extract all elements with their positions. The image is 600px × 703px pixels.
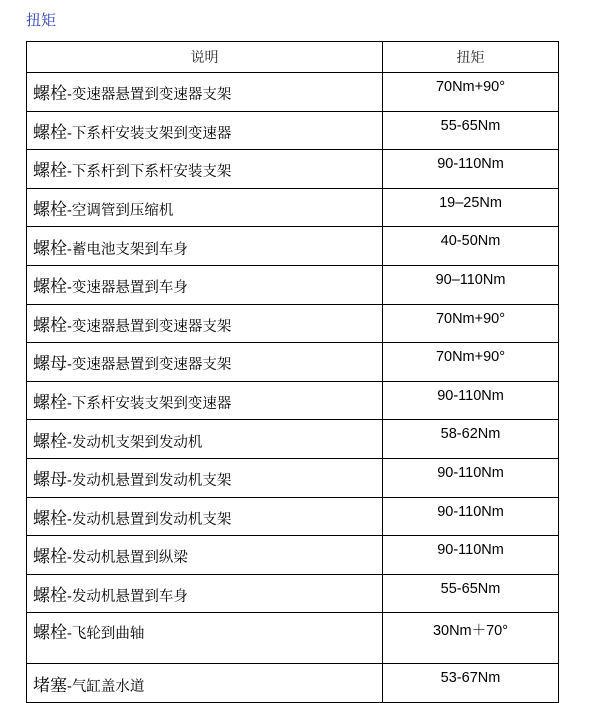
description-text: 发动机悬置到发动机支架 <box>71 511 232 528</box>
separator: - <box>67 473 72 490</box>
description-text: 变速器悬置到变速器支架 <box>71 357 232 374</box>
torque-value: 90-110Nm <box>383 458 559 497</box>
separator: - <box>67 280 72 297</box>
part-type: 螺栓 <box>33 623 67 644</box>
table-row <box>27 420 559 459</box>
torque-value: 90-110Nm <box>383 536 559 575</box>
description-cell <box>27 227 383 266</box>
torque-value: 90-110Nm <box>383 381 559 420</box>
description-cell <box>27 536 383 575</box>
description-cell <box>27 150 383 189</box>
description-cell <box>27 265 383 304</box>
part-type: 螺栓 <box>33 238 67 259</box>
separator: - <box>67 125 72 142</box>
table-row <box>27 381 559 420</box>
separator: - <box>67 511 72 528</box>
torque-value: 70Nm+90° <box>383 304 559 343</box>
part-type: 螺栓 <box>33 586 67 607</box>
torque-value: 90-110Nm <box>383 150 559 189</box>
description-cell <box>27 73 383 112</box>
table-row <box>27 73 559 112</box>
part-type: 螺栓 <box>33 393 67 414</box>
torque-value: 19–25Nm <box>383 188 559 227</box>
torque-table <box>26 41 559 703</box>
part-type: 螺栓 <box>33 84 67 105</box>
description-cell <box>27 381 383 420</box>
table-row <box>27 150 559 189</box>
table-row <box>27 265 559 304</box>
description-text: 下系杆安装支架到变速器 <box>71 396 232 413</box>
description-cell <box>27 497 383 536</box>
separator: - <box>67 357 72 374</box>
description-text: 变速器悬置到变速器支架 <box>71 87 232 104</box>
description-text: 发动机支架到发动机 <box>71 434 203 451</box>
description-cell <box>27 420 383 459</box>
part-type: 螺栓 <box>33 122 67 143</box>
part-type: 螺栓 <box>33 315 67 336</box>
table-row <box>27 343 559 382</box>
table-row <box>27 613 559 664</box>
description-cell <box>27 613 383 664</box>
torque-value: 55-65Nm <box>383 574 559 613</box>
separator: - <box>67 203 72 220</box>
description-cell <box>27 664 383 703</box>
description-text: 发动机悬置到纵梁 <box>71 550 188 567</box>
torque-value: 58-62Nm <box>383 420 559 459</box>
separator: - <box>67 434 72 451</box>
separator: - <box>67 626 72 643</box>
part-type: 螺母 <box>33 354 67 375</box>
description-text: 飞轮到曲轴 <box>71 626 145 643</box>
description-text: 变速器悬置到变速器支架 <box>71 318 232 335</box>
part-type: 螺栓 <box>33 161 67 182</box>
torque-value: 40-50Nm <box>383 227 559 266</box>
table-row <box>27 497 559 536</box>
torque-value: 30Nm＋70° <box>383 613 559 664</box>
separator: - <box>67 87 72 104</box>
separator: - <box>67 396 72 413</box>
description-cell <box>27 111 383 150</box>
separator: - <box>67 241 72 258</box>
table-row <box>27 458 559 497</box>
table-header-row <box>27 42 559 73</box>
part-type: 螺栓 <box>33 200 67 221</box>
description-cell <box>27 343 383 382</box>
table-row <box>27 188 559 227</box>
part-type: 螺栓 <box>33 277 67 298</box>
separator: - <box>67 164 72 181</box>
description-cell <box>27 304 383 343</box>
description-text: 变速器悬置到车身 <box>71 280 188 297</box>
separator: - <box>67 678 72 695</box>
table-row <box>27 536 559 575</box>
description-text: 下系杆安装支架到变速器 <box>71 125 232 142</box>
description-text: 气缸盖水道 <box>71 678 145 695</box>
part-type: 螺栓 <box>33 547 67 568</box>
part-type: 堵塞 <box>33 675 67 696</box>
part-type: 螺栓 <box>33 431 67 452</box>
description-cell <box>27 188 383 227</box>
torque-value: 55-65Nm <box>383 111 559 150</box>
table-row <box>27 574 559 613</box>
description-text: 蓄电池支架到车身 <box>71 241 188 258</box>
table-row <box>27 227 559 266</box>
description-text: 发动机悬置到发动机支架 <box>71 473 232 490</box>
description-text: 发动机悬置到车身 <box>71 589 188 606</box>
table-row <box>27 111 559 150</box>
table-row <box>27 304 559 343</box>
part-type: 螺栓 <box>33 508 67 529</box>
separator: - <box>67 318 72 335</box>
part-type: 螺母 <box>33 470 67 491</box>
torque-value: 53-67Nm <box>383 664 559 703</box>
description-text: 下系杆到下系杆安装支架 <box>71 164 232 181</box>
header-torque: 扭矩 <box>383 42 559 73</box>
table-row <box>27 664 559 703</box>
separator: - <box>67 589 72 606</box>
description-text: 空调管到压缩机 <box>71 203 174 220</box>
description-cell <box>27 458 383 497</box>
torque-value: 90-110Nm <box>383 497 559 536</box>
separator: - <box>67 550 72 567</box>
header-description: 说明 <box>27 42 383 73</box>
description-cell <box>27 574 383 613</box>
torque-value: 70Nm+90° <box>383 343 559 382</box>
section-heading: 扭矩 <box>26 11 57 29</box>
torque-value: 70Nm+90° <box>383 73 559 112</box>
torque-value: 90–110Nm <box>383 265 559 304</box>
